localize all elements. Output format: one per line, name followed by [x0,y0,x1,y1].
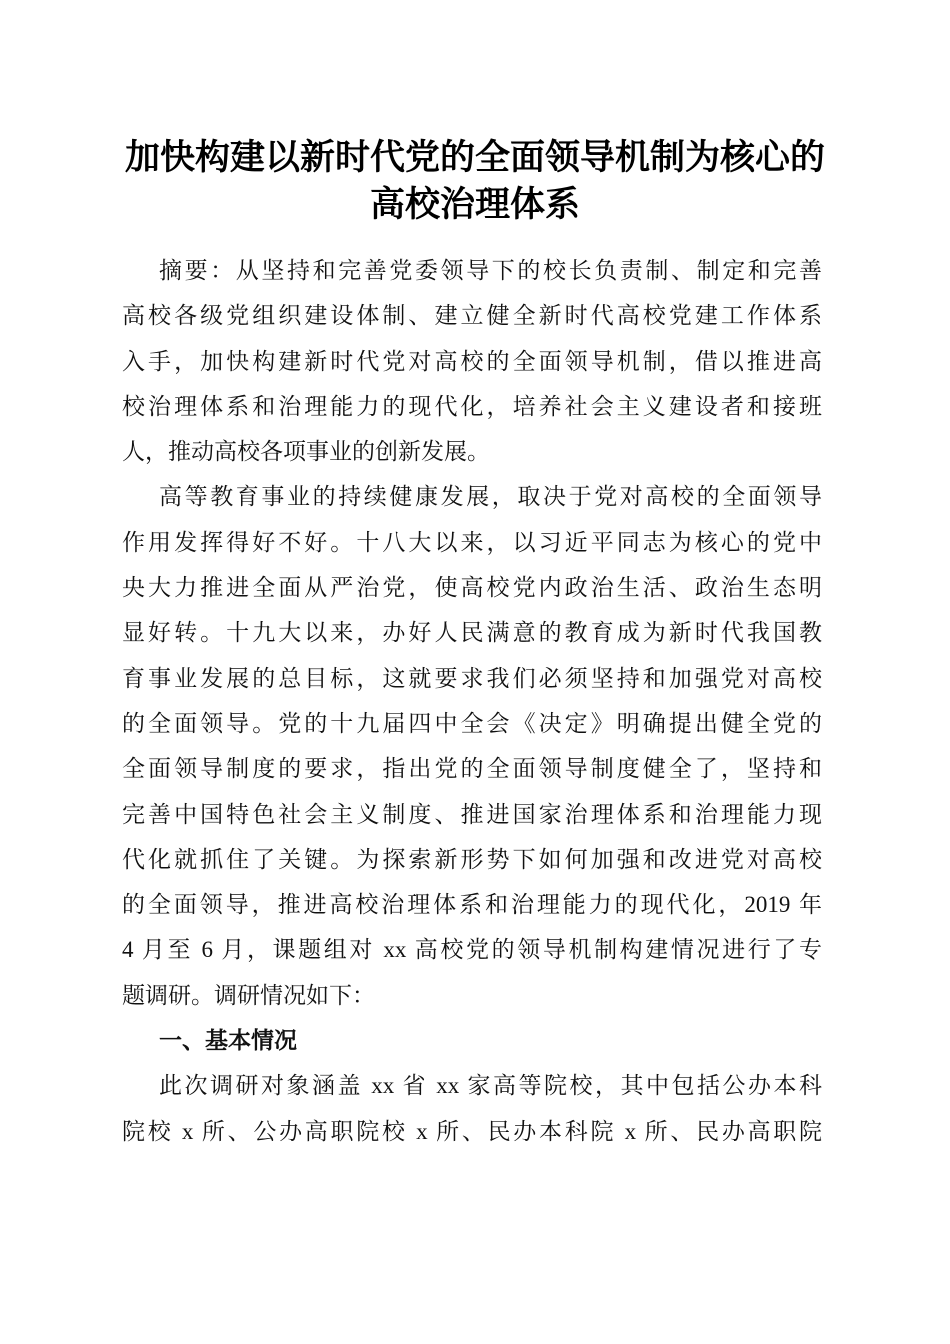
text-line: 人，推动高校各项事业的创新发展。 [122,439,490,465]
text-line: 高等教育事业的持续健康发展，取决于党对高校的全面领导 [159,484,822,510]
text-line: 显好转。十九大以来，办好人民满意的教育成为新时代我国教 [122,620,822,646]
text-line: 4 月至 6 月，课题组对 xx 高校党的领导机制构建情况进行了专 [122,937,822,963]
text-line: 全面领导制度的要求，指出党的全面领导制度健全了，坚持和 [122,756,822,782]
text-line: 此次调研对象涵盖 xx 省 xx 家高等院校，其中包括公办本科 [159,1073,822,1099]
text-line: 作用发挥得好不好。十八大以来，以习近平同志为核心的党中 [122,529,822,555]
intro-paragraph [122,474,822,1018]
text-line: 完善中国特色社会主义制度、推进国家治理体系和治理能力现 [122,801,822,827]
text-line: 题调研。调研情况如下： [122,982,375,1008]
text-line: 的全面领导，推进高校治理体系和治理能力的现代化，2019 年 [122,892,822,918]
text-line: 入手，加快构建新时代党对高校的全面领导机制，借以推进高 [122,348,822,374]
text-line: 育事业发展的总目标，这就要求我们必须坚持和加强党对高校 [122,665,822,691]
text-line: 校治理体系和治理能力的现代化，培养社会主义建设者和接班 [122,393,822,419]
text-line: 高校各级党组织建设体制、建立健全新时代高校党建工作体系 [122,303,822,329]
document-body [122,248,822,1154]
section-paragraph [122,1063,822,1154]
text-line: 代化就抓住了关键。为探索新形势下如何加强和改进党对高校 [122,846,822,872]
text-line: 的全面领导。党的十九届四中全会《决定》明确提出健全党的 [122,710,822,736]
text-line: 摘要：从坚持和完善党委领导下的校长负责制、制定和完善 [159,258,822,283]
text-line: 院校 x 所、公办高职院校 x 所、民办本科院 x 所、民办高职院 [122,1118,822,1144]
text-line: 央大力推进全面从严治党，使高校党内政治生活、政治生态明 [122,575,822,601]
abstract-paragraph [122,248,822,474]
document-title [100,134,850,228]
title-line-2: 高校治理体系 [369,185,580,224]
section-heading: 一、基本情况 [159,1027,297,1054]
title-line-1: 加快构建以新时代党的全面领导机制为核心的 [124,138,825,177]
